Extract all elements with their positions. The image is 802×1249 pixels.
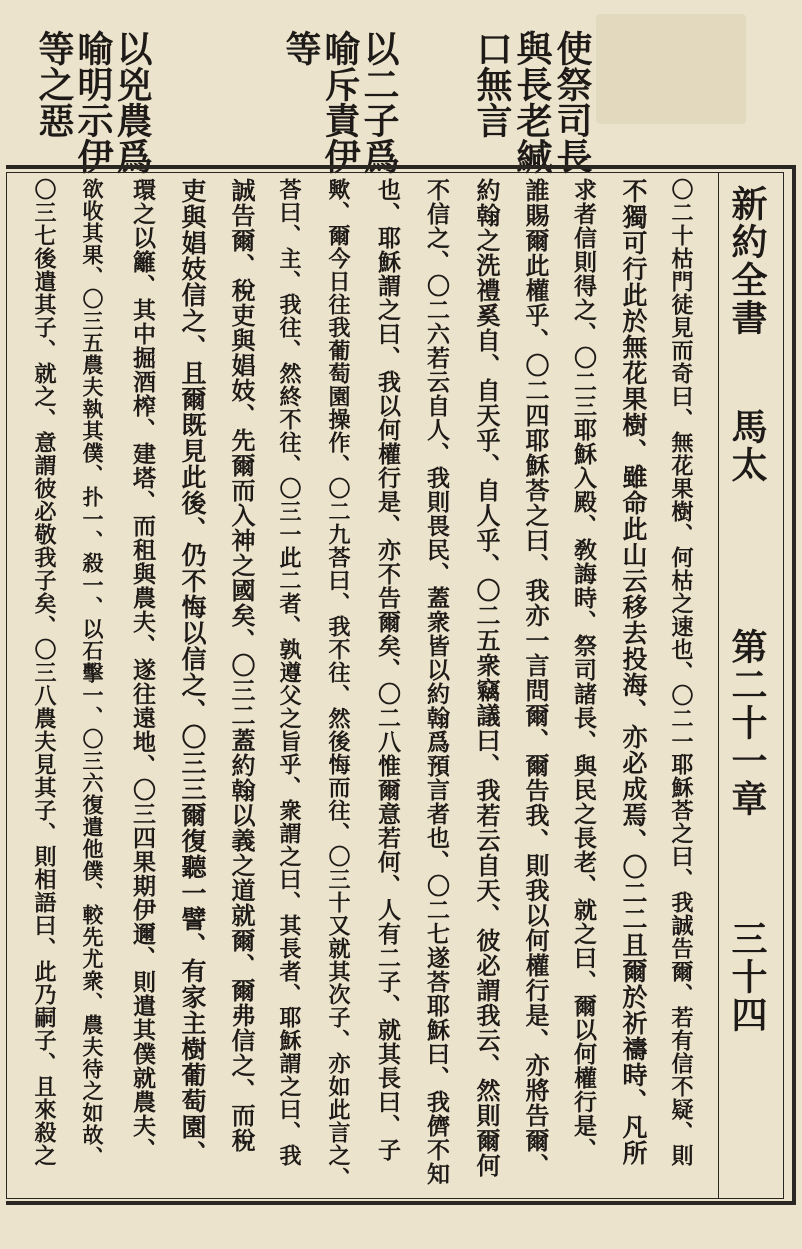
- text-column: 也、耶穌謂之曰、我以何權行是、亦不告爾矣、〇二八惟爾意若何、人有二子、就其長曰、子: [374, 178, 401, 1162]
- page-number: 三十四: [726, 920, 768, 1034]
- annotation-column: 使祭司長: [551, 30, 593, 174]
- annotation-column: 以二子爲: [358, 30, 400, 174]
- header-rule: [718, 172, 719, 1199]
- annotation-column: 與長老緘: [511, 30, 553, 174]
- annotation-column: 喻明示伊: [72, 30, 114, 174]
- text-column: 環之以籬、其中掘酒榨、建塔、而租與農夫、遂往遠地、〇三四果期伊邇、則遣其僕就農夫、: [129, 178, 156, 1162]
- annotation-column: 口無言: [471, 30, 513, 138]
- text-column: 不獨可行此於無花果樹、雖命此山云移去投海、亦必成焉、〇二二且爾於祈禱時、凡所: [619, 178, 648, 1166]
- text-column: 欲收其果、〇三五農夫執其僕、扑一、殺一、以石擊一、〇三六復遣他僕、較先尤衆、農夫待之如故、: [80, 178, 105, 1168]
- gospel-title: 馬太: [726, 408, 768, 484]
- faded-print-mark: [596, 14, 746, 124]
- text-column: 歟、爾今日往我葡萄園操作、〇二九荅曰、我不往、然後悔而往、〇三十又就其次子、亦如此言之、: [325, 178, 351, 1190]
- text-column: 荅曰、主、我往、然終不往、〇三一此二者、孰遵父之旨乎、衆謂之曰、其長者、耶穌謂之曰、我: [276, 178, 302, 1167]
- text-column: 誰賜爾此權乎、〇二四耶穌荅之曰、我亦一言問爾、爾告我、則我以何權行是、亦將告爾、: [521, 178, 550, 1178]
- annotation-column: 喻斥責伊: [319, 30, 361, 174]
- text-column: 約翰之洗禮奚自、自天乎、自人乎、〇二五衆竊議曰、我若云自天、彼必謂我云、然則爾何: [472, 178, 501, 1178]
- chapter-label: 第二十一章: [726, 628, 768, 818]
- text-column: 〇三七後遣其子、就之、意謂彼必敬我子矣、〇三八農夫見其子、則相語曰、此乃嗣子、且來殺之: [31, 178, 57, 1167]
- text-column: 不信之、〇二六若云自人、我則畏民、蓋衆皆以約翰爲預言者也、〇二七遂荅耶穌曰、我儕不知: [423, 178, 450, 1186]
- book-title: 新約全書: [726, 185, 768, 337]
- text-column: 誠告爾、稅吏與娼妓、先爾而入神之國矣、〇三二蓋約翰以義之道就爾、爾弗信之、而稅: [227, 178, 256, 1153]
- annotation-column: 以兇農爲: [111, 30, 153, 174]
- annotation-column: 等之惡: [33, 30, 75, 138]
- text-column: 求者信則得之、〇二三耶穌入殿、敎誨時、祭司諸長、與民之長老、就之曰、爾以何權行是、: [570, 178, 597, 1162]
- text-column: 吏與娼妓信之、且爾既見此後、仍不悔以信之、〇三三爾復聽一譬、有家主樹葡萄園、: [178, 178, 207, 1166]
- text-column: 〇二十枯門徒見而奇曰、無花果樹、何枯之速也、〇二一耶穌荅之曰、我誠告爾、若有信不疑、則: [668, 178, 694, 1167]
- annotation-column: 等: [280, 30, 322, 66]
